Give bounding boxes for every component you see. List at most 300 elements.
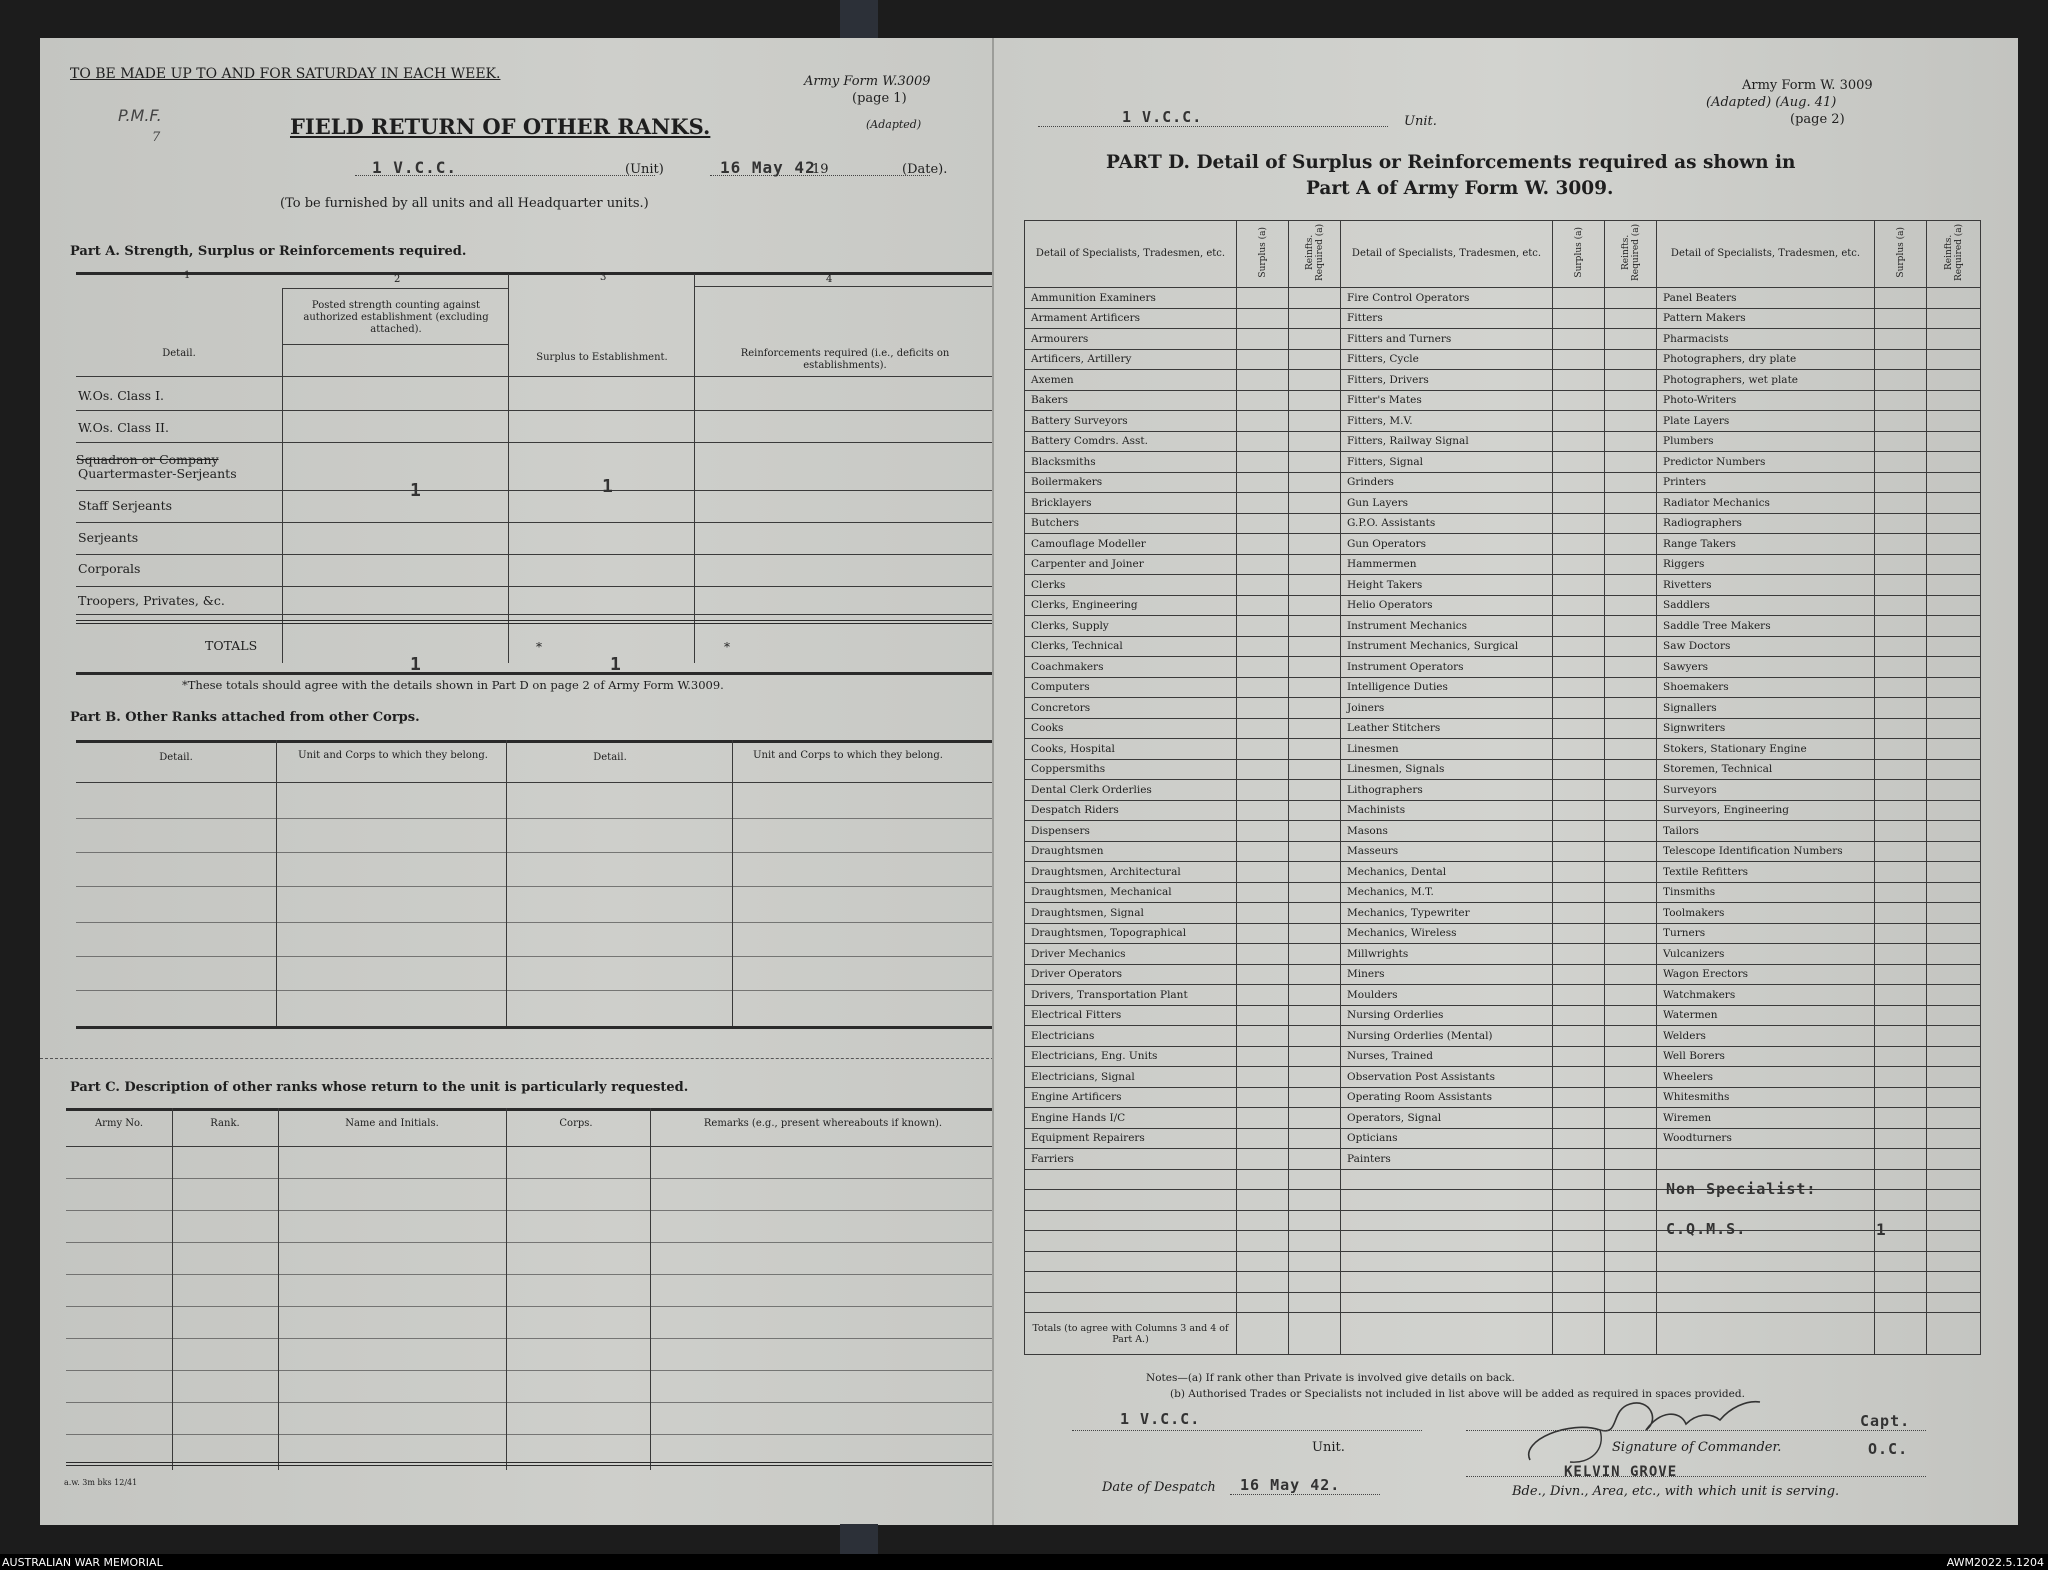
trade-3: Saw Doctors xyxy=(1657,636,1875,657)
trade-2: Observation Post Assistants xyxy=(1341,1067,1553,1088)
totals-asterisk-3: * xyxy=(536,640,542,654)
reinf-cell xyxy=(1605,739,1657,760)
handwritten-number: 7 xyxy=(152,130,161,145)
reinf-cell xyxy=(1289,780,1341,801)
reinf-cell xyxy=(1927,1087,1981,1108)
trade-3: Surveyors xyxy=(1657,780,1875,801)
print-code: a.w. 3m bks 12/41 xyxy=(64,1478,138,1487)
surplus-cell xyxy=(1553,431,1605,452)
totals-surplus: 1 xyxy=(610,654,622,675)
surplus-cell xyxy=(1553,677,1605,698)
trade-3: Pharmacists xyxy=(1657,329,1875,350)
trade-3: Panel Beaters xyxy=(1657,288,1875,309)
reinf-cell xyxy=(1289,1149,1341,1170)
reinf-cell xyxy=(1289,944,1341,965)
bde-label: Bde., Divn., Area, etc., with which unit is serving. xyxy=(1512,1484,1840,1499)
surplus-cell xyxy=(1553,821,1605,842)
typed-non-specialist: Non Specialist: xyxy=(1666,1180,1817,1198)
part-d-row xyxy=(1025,411,1981,432)
part-b-header-unit-1: Unit and Corps to which they belong. xyxy=(298,750,488,761)
trade-2: Opticians xyxy=(1341,1128,1553,1149)
trade-3: Radiographers xyxy=(1657,513,1875,534)
reinf-cell xyxy=(1927,841,1981,862)
row-wo-class-1: W.Os. Class I. xyxy=(78,388,164,403)
surplus-cell xyxy=(1237,636,1289,657)
part-d-row xyxy=(1025,431,1981,452)
part-d-row xyxy=(1025,534,1981,555)
trade-2: Fitters, Signal xyxy=(1341,452,1553,473)
surplus-cell xyxy=(1237,718,1289,739)
surplus-cell xyxy=(1875,718,1927,739)
signature-rank: Capt. xyxy=(1860,1412,1911,1430)
surplus-cell xyxy=(1237,288,1289,309)
surplus-cell xyxy=(1237,534,1289,555)
trade-2: Grinders xyxy=(1341,472,1553,493)
reinf-cell xyxy=(1927,288,1981,309)
reinf-cell xyxy=(1927,1005,1981,1026)
part-d-row xyxy=(1025,964,1981,985)
reinf-cell xyxy=(1605,1087,1657,1108)
surplus-cell xyxy=(1553,944,1605,965)
trade-3: Photo-Writers xyxy=(1657,390,1875,411)
surplus-cell xyxy=(1237,677,1289,698)
reinf-cell xyxy=(1927,472,1981,493)
reinf-cell xyxy=(1605,1128,1657,1149)
surplus-cell xyxy=(1875,1087,1927,1108)
row-squadron-company: Squadron or Company xyxy=(76,452,219,467)
form-page-1 xyxy=(40,38,994,1525)
part-c-heading: Part C. Description of other ranks whose return to the unit is particularly requested. xyxy=(70,1080,689,1095)
part-c-header-army-no: Army No. xyxy=(94,1118,144,1129)
row-wo-class-2: W.Os. Class II. xyxy=(78,420,169,435)
reinf-cell xyxy=(1927,390,1981,411)
trade-1: Butchers xyxy=(1025,513,1237,534)
surplus-cell xyxy=(1237,513,1289,534)
surplus-cell xyxy=(1875,1108,1927,1129)
part-c-header-name: Name and Initials. xyxy=(345,1118,439,1129)
part-d-header-reinf-1: Reinfts. Required (a) xyxy=(1304,223,1325,281)
reinf-cell xyxy=(1289,472,1341,493)
trade-3: Shoemakers xyxy=(1657,677,1875,698)
part-d-row xyxy=(1025,759,1981,780)
surplus-cell xyxy=(1237,903,1289,924)
reinf-cell xyxy=(1289,554,1341,575)
surplus-cell xyxy=(1875,554,1927,575)
trade-1: Armament Artificers xyxy=(1025,308,1237,329)
trade-1: Draughtsmen, Mechanical xyxy=(1025,882,1237,903)
surplus-cell xyxy=(1553,452,1605,473)
surplus-cell xyxy=(1237,759,1289,780)
reinf-cell xyxy=(1927,452,1981,473)
surplus-cell xyxy=(1553,1067,1605,1088)
surplus-cell xyxy=(1237,390,1289,411)
reinf-cell xyxy=(1605,985,1657,1006)
reinf-cell xyxy=(1605,759,1657,780)
trade-1: Clerks xyxy=(1025,575,1237,596)
unit-label: (Unit) xyxy=(625,162,664,177)
reinf-cell xyxy=(1289,677,1341,698)
surplus-cell xyxy=(1553,985,1605,1006)
part-d-blank-row xyxy=(1025,1231,1981,1252)
surplus-cell xyxy=(1553,698,1605,719)
reinf-cell xyxy=(1927,1026,1981,1047)
trade-3: Predictor Numbers xyxy=(1657,452,1875,473)
surplus-cell xyxy=(1237,862,1289,883)
reinf-cell xyxy=(1927,308,1981,329)
part-d-row xyxy=(1025,903,1981,924)
part-d-blank-row xyxy=(1025,1190,1981,1211)
surplus-cell xyxy=(1875,1149,1927,1170)
surplus-cell xyxy=(1237,1108,1289,1129)
surplus-cell xyxy=(1875,985,1927,1006)
surplus-cell xyxy=(1553,739,1605,760)
reinf-cell xyxy=(1605,1067,1657,1088)
trade-1: Draughtsmen xyxy=(1025,841,1237,862)
reinf-cell xyxy=(1605,821,1657,842)
trade-2: Instrument Operators xyxy=(1341,657,1553,678)
totals-label: TOTALS xyxy=(205,638,258,653)
surplus-cell xyxy=(1553,554,1605,575)
adapted-label: (Adapted) xyxy=(866,118,922,131)
p2-form-ref: Army Form W. 3009 xyxy=(1742,78,1873,93)
surplus-cell xyxy=(1237,882,1289,903)
trade-1: Despatch Riders xyxy=(1025,800,1237,821)
surplus-cell xyxy=(1875,616,1927,637)
part-d-row xyxy=(1025,390,1981,411)
surplus-cell xyxy=(1237,349,1289,370)
trade-3: Telescope Identification Numbers xyxy=(1657,841,1875,862)
trade-2: Miners xyxy=(1341,964,1553,985)
form-page-2 xyxy=(994,38,2018,1525)
surplus-cell xyxy=(1237,964,1289,985)
trade-3 xyxy=(1657,1149,1875,1170)
trade-1: Electricians xyxy=(1025,1026,1237,1047)
trade-3: Stokers, Stationary Engine xyxy=(1657,739,1875,760)
surplus-cell xyxy=(1553,657,1605,678)
reinf-cell xyxy=(1605,1026,1657,1047)
surplus-cell xyxy=(1553,534,1605,555)
surplus-cell xyxy=(1875,1128,1927,1149)
surplus-cell xyxy=(1553,903,1605,924)
trade-2: Helio Operators xyxy=(1341,595,1553,616)
trade-2: Linesmen xyxy=(1341,739,1553,760)
trade-2: Masons xyxy=(1341,821,1553,842)
reinf-cell xyxy=(1605,431,1657,452)
surplus-cell xyxy=(1553,595,1605,616)
reinf-cell xyxy=(1927,1149,1981,1170)
col-number-4: 4 xyxy=(826,274,833,285)
reinf-cell xyxy=(1605,944,1657,965)
trade-1: Equipment Repairers xyxy=(1025,1128,1237,1149)
surplus-cell xyxy=(1875,698,1927,719)
furnished-note: (To be furnished by all units and all Headquarter units.) xyxy=(280,196,649,211)
part-a-header-reinforcements: Reinforcements required (i.e., deficits on establishments). xyxy=(740,348,950,371)
reinf-cell xyxy=(1927,329,1981,350)
trade-1: Camouflage Modeller xyxy=(1025,534,1237,555)
surplus-cell xyxy=(1875,944,1927,965)
trade-2: Fitter's Mates xyxy=(1341,390,1553,411)
trade-1: Boilermakers xyxy=(1025,472,1237,493)
part-d-row xyxy=(1025,1128,1981,1149)
trade-3: Tinsmiths xyxy=(1657,882,1875,903)
reinf-cell xyxy=(1927,657,1981,678)
trade-3: Photographers, dry plate xyxy=(1657,349,1875,370)
footer-unit-label: Unit. xyxy=(1312,1440,1345,1455)
trade-2: Hammermen xyxy=(1341,554,1553,575)
reinf-cell xyxy=(1605,329,1657,350)
surplus-cell xyxy=(1875,288,1927,309)
reinf-cell xyxy=(1289,800,1341,821)
trade-1: Coppersmiths xyxy=(1025,759,1237,780)
part-d-row xyxy=(1025,739,1981,760)
part-b-heading: Part B. Other Ranks attached from other Corps. xyxy=(70,710,420,725)
reinf-cell xyxy=(1927,1067,1981,1088)
part-d-row xyxy=(1025,1067,1981,1088)
unit-value: 1 V.C.C. xyxy=(372,158,458,177)
signature-label: Signature of Commander. xyxy=(1612,1440,1782,1455)
part-d-row xyxy=(1025,923,1981,944)
trade-3: Tailors xyxy=(1657,821,1875,842)
trade-1: Ammunition Examiners xyxy=(1025,288,1237,309)
reinf-cell xyxy=(1289,595,1341,616)
reinf-cell xyxy=(1605,452,1657,473)
trade-3: Saddlers xyxy=(1657,595,1875,616)
reinf-cell xyxy=(1605,780,1657,801)
surplus-cell xyxy=(1237,1149,1289,1170)
reinf-cell xyxy=(1289,985,1341,1006)
reinf-cell xyxy=(1927,923,1981,944)
reinf-cell xyxy=(1605,1149,1657,1170)
part-b-header-detail-2: Detail. xyxy=(593,752,627,763)
surplus-cell xyxy=(1553,411,1605,432)
surplus-cell xyxy=(1553,513,1605,534)
instruction-text: TO BE MADE UP TO AND FOR SATURDAY IN EACH WEEK. xyxy=(70,66,501,82)
reinf-cell xyxy=(1927,903,1981,924)
row-troopers: Troopers, Privates, &c. xyxy=(78,593,225,608)
reinf-cell xyxy=(1289,698,1341,719)
reinf-cell xyxy=(1605,308,1657,329)
surplus-cell xyxy=(1875,1067,1927,1088)
trade-2: Mechanics, Typewriter xyxy=(1341,903,1553,924)
reinf-cell xyxy=(1289,759,1341,780)
trade-2: Operating Room Assistants xyxy=(1341,1087,1553,1108)
surplus-cell xyxy=(1875,739,1927,760)
reinf-cell xyxy=(1289,575,1341,596)
reinf-cell xyxy=(1927,698,1981,719)
form-page-number: (page 1) xyxy=(852,91,907,106)
reinf-cell xyxy=(1605,698,1657,719)
trade-2: Fitters, Cycle xyxy=(1341,349,1553,370)
reinf-cell xyxy=(1289,349,1341,370)
part-d-row xyxy=(1025,308,1981,329)
part-d-header-reinf-3: Reinfts. Required (a) xyxy=(1943,223,1964,281)
reinf-cell xyxy=(1927,800,1981,821)
reinf-cell xyxy=(1289,1026,1341,1047)
reinf-cell xyxy=(1605,841,1657,862)
surplus-cell xyxy=(1237,329,1289,350)
trade-1: Clerks, Technical xyxy=(1025,636,1237,657)
reinf-cell xyxy=(1605,595,1657,616)
trade-2: Millwrights xyxy=(1341,944,1553,965)
footer-unit-value: 1 V.C.C. xyxy=(1120,1410,1201,1428)
surplus-cell xyxy=(1875,821,1927,842)
trade-3: Wiremen xyxy=(1657,1108,1875,1129)
reinf-cell xyxy=(1289,1046,1341,1067)
year-prefix: 19 xyxy=(812,162,829,177)
p2-unit-label: Unit. xyxy=(1404,114,1437,129)
surplus-cell xyxy=(1553,800,1605,821)
part-d-row xyxy=(1025,452,1981,473)
surplus-cell xyxy=(1237,800,1289,821)
reinf-cell xyxy=(1605,554,1657,575)
surplus-cell xyxy=(1237,657,1289,678)
part-d-title-1: PART D. Detail of Surplus or Reinforcements required as shown in xyxy=(1106,152,1796,173)
reinf-cell xyxy=(1289,1108,1341,1129)
surplus-cell xyxy=(1875,1005,1927,1026)
return-date: 16 May 42 xyxy=(720,158,816,177)
note-b: (b) Authorised Trades or Specialists not included in list above will be added as required in spaces provided. xyxy=(1170,1388,1745,1400)
part-d-row xyxy=(1025,288,1981,309)
part-d-row xyxy=(1025,841,1981,862)
reinf-cell xyxy=(1927,985,1981,1006)
despatch-date: 16 May 42. xyxy=(1240,1476,1341,1494)
surplus-cell xyxy=(1237,985,1289,1006)
reinf-cell xyxy=(1289,288,1341,309)
part-d-row xyxy=(1025,882,1981,903)
trade-1: Carpenter and Joiner xyxy=(1025,554,1237,575)
trade-2: Machinists xyxy=(1341,800,1553,821)
part-d-row xyxy=(1025,718,1981,739)
part-d-row xyxy=(1025,780,1981,801)
reinf-cell xyxy=(1289,308,1341,329)
trade-2: Height Takers xyxy=(1341,575,1553,596)
surplus-cell xyxy=(1553,780,1605,801)
archive-credit: AUSTRALIAN WAR MEMORIAL xyxy=(2,1556,163,1569)
part-d-row xyxy=(1025,595,1981,616)
trade-3: Pattern Makers xyxy=(1657,308,1875,329)
reinf-cell xyxy=(1605,472,1657,493)
trade-2: Operators, Signal xyxy=(1341,1108,1553,1129)
surplus-cell xyxy=(1875,595,1927,616)
reinf-cell xyxy=(1605,411,1657,432)
col-number-3: 3 xyxy=(600,272,607,283)
trade-3: Range Takers xyxy=(1657,534,1875,555)
trade-2: Nursing Orderlies xyxy=(1341,1005,1553,1026)
typed-cqms: C.Q.M.S. xyxy=(1666,1220,1747,1238)
surplus-cell xyxy=(1875,370,1927,391)
row-staff-serjeants: Staff Serjeants xyxy=(78,498,173,513)
trade-3: Saddle Tree Makers xyxy=(1657,616,1875,637)
surplus-cell xyxy=(1553,329,1605,350)
trade-1: Battery Surveyors xyxy=(1025,411,1237,432)
despatch-label: Date of Despatch xyxy=(1102,1480,1216,1495)
surplus-cell xyxy=(1875,964,1927,985)
surplus-cell xyxy=(1875,903,1927,924)
reinf-cell xyxy=(1927,821,1981,842)
surplus-cell xyxy=(1875,780,1927,801)
surplus-cell xyxy=(1237,493,1289,514)
reinf-cell xyxy=(1927,944,1981,965)
handwritten-note: P.M.F. xyxy=(118,106,162,125)
surplus-cell xyxy=(1237,431,1289,452)
part-d-row xyxy=(1025,472,1981,493)
reinf-cell xyxy=(1927,677,1981,698)
surplus-cell xyxy=(1237,1005,1289,1026)
surplus-cell xyxy=(1237,308,1289,329)
trade-2: Nursing Orderlies (Mental) xyxy=(1341,1026,1553,1047)
trade-3: Well Borers xyxy=(1657,1046,1875,1067)
reinf-cell xyxy=(1605,882,1657,903)
kelvin-grove: KELVIN GROVE xyxy=(1564,1464,1678,1480)
trade-1: Battery Comdrs. Asst. xyxy=(1025,431,1237,452)
surplus-cell xyxy=(1875,472,1927,493)
surplus-cell xyxy=(1875,862,1927,883)
part-a-header-surplus: Surplus to Establishment. xyxy=(536,352,668,363)
trade-3: Signwriters xyxy=(1657,718,1875,739)
surplus-cell xyxy=(1875,759,1927,780)
trade-2: Fitters xyxy=(1341,308,1553,329)
surplus-cell xyxy=(1553,1087,1605,1108)
trade-1: Blacksmiths xyxy=(1025,452,1237,473)
part-d-header-reinf-2: Reinfts. Required (a) xyxy=(1620,223,1641,281)
trade-3: Welders xyxy=(1657,1026,1875,1047)
surplus-cell xyxy=(1553,862,1605,883)
reinf-cell xyxy=(1289,739,1341,760)
reinf-cell xyxy=(1289,329,1341,350)
reinf-cell xyxy=(1605,657,1657,678)
trade-2: Linesmen, Signals xyxy=(1341,759,1553,780)
surplus-cell xyxy=(1237,780,1289,801)
part-d-row xyxy=(1025,370,1981,391)
reinf-cell xyxy=(1927,349,1981,370)
part-d-row xyxy=(1025,821,1981,842)
trade-1: Dispensers xyxy=(1025,821,1237,842)
surplus-cell xyxy=(1553,1128,1605,1149)
reinf-cell xyxy=(1605,718,1657,739)
reinf-cell xyxy=(1927,759,1981,780)
reinf-cell xyxy=(1605,493,1657,514)
reinf-cell xyxy=(1289,493,1341,514)
totals-asterisk-4: * xyxy=(724,640,730,654)
trade-2: Instrument Mechanics xyxy=(1341,616,1553,637)
col-number-2: 2 xyxy=(394,274,401,285)
reinf-cell xyxy=(1605,1005,1657,1026)
reinf-cell xyxy=(1289,882,1341,903)
p2-adapted: (Adapted) (Aug. 41) xyxy=(1706,95,1837,110)
trade-2: Fitters, Railway Signal xyxy=(1341,431,1553,452)
reinf-cell xyxy=(1605,616,1657,637)
reinf-cell xyxy=(1289,903,1341,924)
reinf-cell xyxy=(1605,513,1657,534)
surplus-cell xyxy=(1553,308,1605,329)
reinf-cell xyxy=(1927,1108,1981,1129)
trade-2: Gun Layers xyxy=(1341,493,1553,514)
surplus-cell xyxy=(1875,657,1927,678)
reinf-cell xyxy=(1605,1108,1657,1129)
reinf-cell xyxy=(1927,431,1981,452)
row-serjeants: Serjeants xyxy=(78,530,139,545)
surplus-cell xyxy=(1553,759,1605,780)
part-d-header-detail-1: Detail of Specialists, Tradesmen, etc. xyxy=(1025,221,1237,288)
surplus-cell xyxy=(1237,370,1289,391)
trade-1: Farriers xyxy=(1025,1149,1237,1170)
part-d-row xyxy=(1025,493,1981,514)
surplus-cell xyxy=(1237,1087,1289,1108)
surplus-cell xyxy=(1875,329,1927,350)
trade-1: Axemen xyxy=(1025,370,1237,391)
typed-cqms-surplus: 1 xyxy=(1876,1220,1887,1239)
part-d-row xyxy=(1025,349,1981,370)
